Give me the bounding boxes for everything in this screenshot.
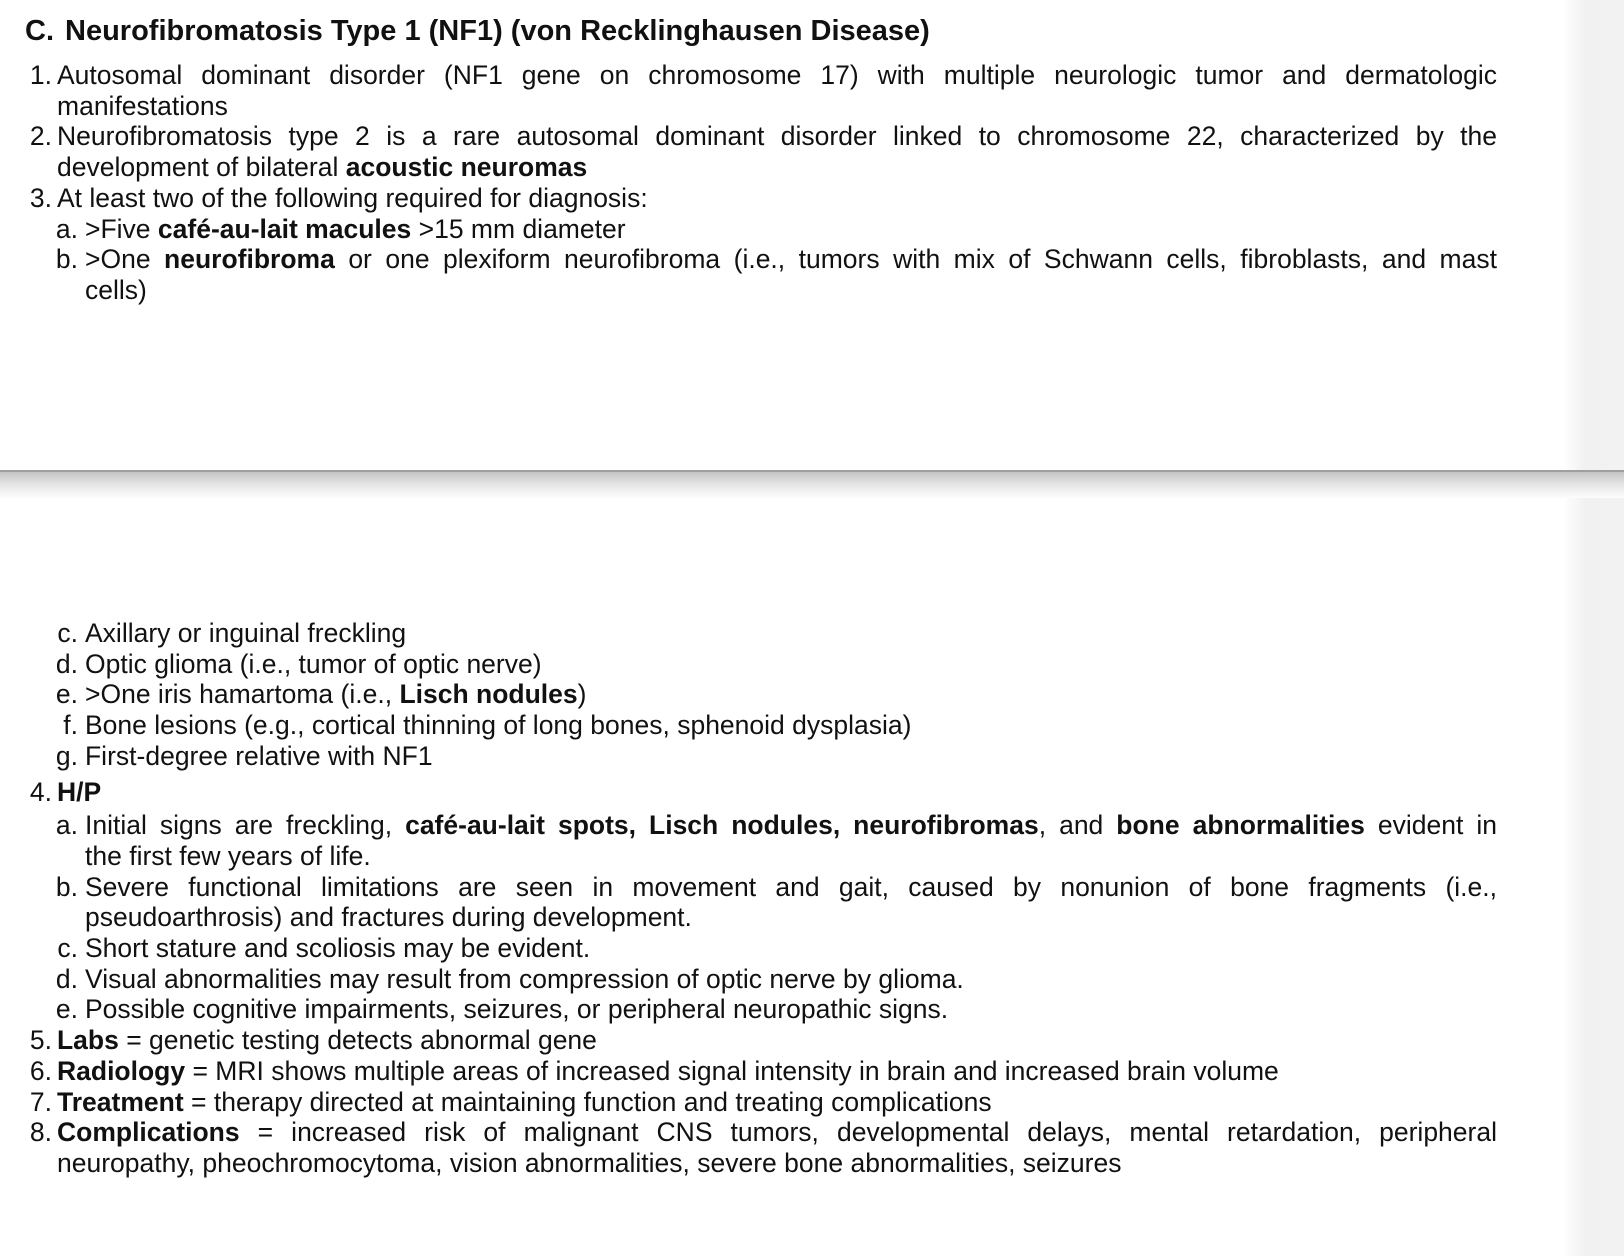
- doc-item-marker: 6.: [29, 1055, 52, 1086]
- doc-line: [85, 810, 1497, 841]
- doc-text-segment: ): [577, 679, 587, 710]
- doc-item-marker: 1.: [29, 60, 52, 90]
- doc-bold-term: neurofibroma: [164, 244, 335, 275]
- doc-text-segment: Autosomal dominant disorder (NF1 gene on chromosome 17) with multiple neurologic tumor and dermatologic: [57, 60, 1497, 90]
- doc-item-marker: f.: [63, 710, 78, 741]
- doc-text-segment: manifestations: [57, 90, 228, 121]
- doc-line: [85, 902, 1497, 933]
- doc-line: [85, 214, 1497, 245]
- doc-line: [57, 183, 1497, 214]
- doc-line: [57, 1025, 1497, 1056]
- doc-line: [85, 741, 1497, 772]
- doc-item-marker: e.: [55, 679, 78, 710]
- doc-item-marker: c.: [57, 933, 78, 964]
- doc-bold-term: café-au-lait macules: [157, 213, 412, 244]
- document-page-1: [0, 0, 1497, 306]
- doc-line: [85, 841, 1497, 872]
- doc-item-text: [57, 777, 1497, 808]
- doc-line: [85, 618, 1497, 649]
- doc-item-marker: 7.: [29, 1086, 52, 1117]
- doc-item-text: [85, 994, 1497, 1025]
- doc-bold-term: H/P: [57, 776, 102, 807]
- doc-line: [85, 994, 1497, 1025]
- doc-line: [57, 91, 1497, 122]
- doc-text-segment: Initial signs are freckling,: [85, 810, 406, 841]
- doc-item-marker: e.: [55, 994, 78, 1025]
- doc-line: [85, 275, 1497, 306]
- doc-text-segment: Neurofibromatosis type 2 is a rare autosomal dominant disorder linked to chromosome 22, characterized by the: [57, 121, 1497, 152]
- doc-item-4: [0, 777, 1497, 808]
- doc-item-b: [0, 872, 1497, 933]
- doc-item-text: [57, 1117, 1497, 1178]
- page-break-divider: [0, 470, 1624, 498]
- doc-text-segment: First-degree relative with NF1: [85, 740, 433, 771]
- doc-text-segment: >15 mm diameter: [411, 213, 626, 244]
- doc-item-text: [57, 1056, 1497, 1087]
- doc-item-marker: 8.: [29, 1117, 52, 1148]
- doc-line: [57, 60, 1497, 91]
- doc-line: [57, 1087, 1497, 1118]
- doc-line: [85, 649, 1497, 680]
- doc-bold-term: Radiology: [57, 1055, 186, 1086]
- doc-bold-term: Treatment: [57, 1086, 184, 1117]
- doc-item-marker: a.: [55, 810, 78, 841]
- doc-item-text: [57, 1025, 1497, 1056]
- section-heading: [25, 14, 1497, 48]
- section-heading-marker: C.: [25, 15, 54, 47]
- doc-item-d: [0, 964, 1497, 995]
- doc-item-b: [0, 244, 1497, 305]
- doc-text-segment: evident in: [1364, 810, 1497, 841]
- doc-item-text: [85, 810, 1497, 871]
- doc-item-a: [0, 214, 1497, 245]
- doc-text-segment: Visual abnormalities may result from compression of optic nerve by glioma.: [85, 963, 964, 994]
- doc-bold-term: Complications: [57, 1117, 240, 1148]
- doc-item-d: [0, 649, 1497, 680]
- doc-item-1: [0, 60, 1497, 121]
- viewer-background-right: [1565, 0, 1624, 1256]
- doc-item-marker: 4.: [29, 776, 52, 807]
- doc-text-segment: At least two of the following required for diagnosis:: [57, 182, 648, 213]
- doc-item-text: [85, 933, 1497, 964]
- doc-item-marker: d.: [55, 963, 78, 994]
- doc-line: [57, 1148, 1497, 1179]
- doc-text-segment: = therapy directed at maintaining function and treating complications: [183, 1086, 992, 1117]
- doc-item-f: [0, 710, 1497, 741]
- doc-item-2: [0, 121, 1497, 182]
- doc-item-text: [85, 649, 1497, 680]
- doc-line: [85, 933, 1497, 964]
- doc-bold-term: Lisch nodules: [399, 679, 578, 710]
- doc-item-text: [85, 244, 1497, 305]
- doc-item-7: [0, 1087, 1497, 1118]
- doc-item-marker: a.: [55, 213, 78, 244]
- doc-item-3: [0, 183, 1497, 214]
- doc-text-segment: development of bilateral: [57, 152, 346, 183]
- doc-text-segment: cells): [85, 274, 147, 305]
- doc-item-text: [57, 1087, 1497, 1118]
- doc-text-segment: >One: [85, 244, 165, 275]
- doc-text-segment: Severe functional limitations are seen in movement and gait, caused by nonunion of bone fragments (i.e.,: [85, 871, 1497, 902]
- doc-item-text: [85, 618, 1497, 649]
- doc-bold-term: acoustic neuromas: [345, 152, 588, 183]
- doc-line: [85, 872, 1497, 903]
- doc-item-8: [0, 1117, 1497, 1178]
- doc-item-text: [85, 872, 1497, 933]
- doc-line: [57, 777, 1497, 808]
- doc-item-e: [0, 994, 1497, 1025]
- doc-item-marker: b.: [55, 871, 78, 902]
- doc-item-e: [0, 679, 1497, 710]
- doc-text-segment: pseudoarthrosis) and fractures during development.: [85, 902, 692, 933]
- doc-text-segment: Possible cognitive impairments, seizures, or peripheral neuropathic signs.: [85, 994, 949, 1025]
- doc-text-segment: = genetic testing detects abnormal gene: [118, 1025, 597, 1056]
- doc-item-5: [0, 1025, 1497, 1056]
- doc-line: [85, 244, 1497, 275]
- doc-text-segment: = increased risk of malignant CNS tumors, developmental delays, mental retardation, peripheral: [239, 1117, 1497, 1148]
- doc-line: [85, 679, 1497, 710]
- doc-item-c: [0, 933, 1497, 964]
- doc-text-segment: Axillary or inguinal freckling: [85, 618, 407, 648]
- section-heading-text: Neurofibromatosis Type 1 (NF1) (von Recklinghausen Disease): [65, 15, 930, 47]
- doc-item-text: [85, 710, 1497, 741]
- doc-text-segment: , and: [1038, 810, 1117, 841]
- doc-item-marker: b.: [55, 244, 78, 275]
- doc-bold-term: Labs: [57, 1025, 119, 1056]
- doc-line: [57, 152, 1497, 183]
- doc-item-text: [85, 214, 1497, 245]
- doc-item-marker: 5.: [29, 1025, 52, 1056]
- doc-line: [57, 1117, 1497, 1148]
- doc-text-segment: = MRI shows multiple areas of increased signal intensity in brain and increased brain volume: [185, 1055, 1279, 1086]
- doc-item-text: [85, 679, 1497, 710]
- doc-item-text: [57, 121, 1497, 182]
- doc-line: [85, 964, 1497, 995]
- doc-item-marker: c.: [57, 618, 78, 648]
- doc-item-a: [0, 810, 1497, 871]
- doc-line: [85, 710, 1497, 741]
- doc-item-6: [0, 1056, 1497, 1087]
- doc-item-marker: 3.: [29, 182, 52, 213]
- doc-item-marker: d.: [55, 648, 78, 679]
- doc-line: [57, 1056, 1497, 1087]
- doc-item-text: [85, 964, 1497, 995]
- doc-bold-term: bone abnormalities: [1116, 810, 1365, 841]
- doc-item-text: [85, 741, 1497, 772]
- doc-text-segment: neuropathy, pheochromocytoma, vision abnormalities, severe bone abnormalities, seizures: [57, 1147, 1122, 1178]
- doc-text-segment: the first few years of life.: [85, 840, 371, 871]
- doc-item-text: [57, 60, 1497, 121]
- doc-text-segment: Optic glioma (i.e., tumor of optic nerve): [85, 648, 542, 679]
- document-page-2: [0, 618, 1497, 1179]
- doc-item-marker: 2.: [29, 121, 52, 152]
- doc-text-segment: >Five: [85, 213, 158, 244]
- doc-item-marker: g.: [55, 740, 78, 771]
- doc-text-segment: or one plexiform neurofibroma (i.e., tumors with mix of Schwann cells, fibroblasts, and mast: [334, 244, 1497, 275]
- doc-line: [57, 121, 1497, 152]
- doc-bold-term: café-au-lait spots, Lisch nodules, neurofibromas: [405, 810, 1039, 841]
- doc-item-g: [0, 741, 1497, 772]
- doc-item-c: [0, 618, 1497, 649]
- doc-text-segment: Short stature and scoliosis may be evident.: [85, 933, 591, 964]
- doc-item-text: [57, 183, 1497, 214]
- doc-text-segment: Bone lesions (e.g., cortical thinning of long bones, sphenoid dysplasia): [85, 710, 912, 741]
- doc-text-segment: >One iris hamartoma (i.e.,: [85, 679, 400, 710]
